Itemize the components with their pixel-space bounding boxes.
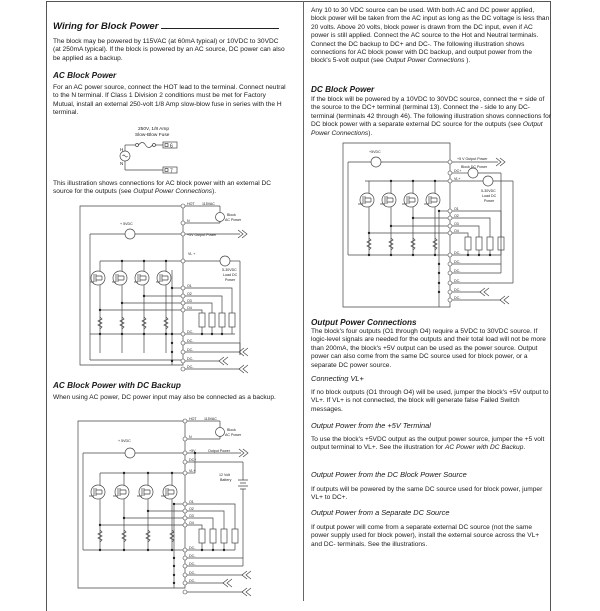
svg-text:O4: O4: [454, 229, 459, 233]
svg-text:Output Power: Output Power: [208, 449, 230, 453]
svg-text:DC-: DC-: [187, 357, 194, 361]
svg-text:6: 6: [170, 143, 173, 150]
svg-text:DC-: DC-: [454, 269, 461, 273]
svg-text:Load DC: Load DC: [223, 273, 238, 277]
svg-text:Block DC Power: Block DC Power: [461, 165, 488, 169]
svg-text:O4: O4: [189, 521, 194, 525]
fuse-diagram: [95, 123, 215, 183]
svg-text:DC-: DC-: [454, 288, 461, 292]
from-5v-text: To use the block's +5VDC output as the output power source, jumper the +5 volt output terminal to VL+. See the illustration for: [311, 436, 545, 452]
svg-text:DC-: DC-: [189, 546, 196, 550]
svg-text:H: H: [120, 147, 124, 152]
ac-illustration-caption: [53, 180, 288, 197]
dc-body-text: If the block will be powered by a 10VDC to 30VDC source, connect the + side of the source to the DC+ terminal (terminal 13). Connect the - side to any DC- terminal (terminals 42 through 46). The following illustration shows connections for DC block power with a separate external DC source for the outputs (see: [311, 96, 551, 129]
svg-text:AC Power: AC Power: [225, 433, 242, 437]
svg-text:DC-: DC-: [454, 251, 461, 255]
svg-text:AC Power: AC Power: [225, 218, 242, 222]
from-dc-block-heading: Output Power from the DC Block Power Source: [311, 470, 467, 479]
svg-text:DC-: DC-: [187, 365, 194, 369]
svg-text:DC-: DC-: [454, 296, 461, 300]
svg-text:Load DC: Load DC: [482, 194, 497, 198]
svg-text:O2: O2: [454, 214, 459, 218]
output-power-body: The block's four outputs (O1 through O4) require a 5VDC to 30VDC source. If logic-level signals are needed for the outputs and their total load will not be more than 200mA, the block's +5V output can be used as the power source. Output power can also come from the same DC source used for block power, or a separate DC power source.: [311, 328, 546, 369]
ac-power-with-dc-backup-link[interactable]: AC Power with DC Backup: [444, 444, 524, 452]
page-title: [53, 20, 279, 32]
svg-text:5-30VDC: 5-30VDC: [222, 268, 237, 272]
svg-text:+5V: +5V: [189, 449, 196, 453]
svg-text:DC-: DC-: [189, 554, 196, 558]
ac-backup-heading: AC Block Power with DC Backup: [53, 381, 181, 390]
ac-block-power-body: For an AC power source, connect the HOT lead to the terminal. Connect neutral to the N terminal. If Class 1 Division 2 conditions must be met for Factory Mutual, install an external 250-volt 1/8 Amp slow-blow fuse in series with the H terminal.: [53, 84, 286, 117]
svg-text:O3: O3: [187, 299, 192, 303]
output-power-connections-link[interactable]: Output Power Connections: [133, 188, 213, 196]
svg-text:DC+: DC+: [454, 169, 462, 173]
svg-text:+ 5VDC: + 5VDC: [120, 222, 133, 226]
intro-end: ).: [464, 57, 471, 65]
svg-text:O4: O4: [187, 306, 192, 310]
svg-text:115VAC: 115VAC: [204, 417, 217, 421]
svg-text:+ 5VDC: + 5VDC: [118, 439, 131, 443]
caption-text: This illustration shows connections for AC block power with an external DC source for the outputs (see: [53, 180, 272, 196]
svg-text:DC-: DC-: [187, 330, 194, 334]
svg-text:115VAC: 115VAC: [202, 202, 215, 206]
svg-text:DC-: DC-: [189, 562, 196, 566]
svg-text:Block: Block: [227, 213, 236, 217]
svg-text:DC-: DC-: [454, 260, 461, 264]
from-5v-heading: Output Power from the +5V Terminal: [311, 421, 431, 430]
dc-body-end: ).: [368, 129, 373, 137]
column-divider: [303, 1, 304, 601]
from-dc-block-body: If outputs will be powered by the same DC source used for block power, jumper VL+ to DC+.: [311, 486, 543, 502]
svg-text:DC-: DC-: [454, 279, 461, 283]
connecting-vl-heading: Connecting VL+: [311, 374, 364, 383]
from-5v-body: [311, 436, 551, 453]
intro-text: Any 10 to 30 VDC source can be used. With both AC and DC power applied, block power will be taken from the AC input as long as the DC voltage is less than 20 volts. Above 20 volts, block power is drawn from the DC input, even if AC power is still applied. Connect the AC source to the Hot and Neutral terminals. Connect the DC backup to DC+ and DC-. The following illustration shows connections for AC block power with DC backup, and output power from the block's 5-volt output (see: [311, 7, 550, 65]
dc-backup-intro: [311, 7, 551, 66]
svg-text:O1: O1: [187, 284, 192, 288]
svg-text:O2: O2: [187, 292, 192, 296]
title-rule: [161, 20, 279, 29]
ac-backup-body: When using AC power, DC power input may also be connected as a backup.: [53, 394, 276, 401]
svg-text:N: N: [187, 219, 190, 223]
svg-text:DC-: DC-: [187, 348, 194, 352]
svg-text:DC+: DC+: [189, 458, 197, 462]
svg-text:5-30VDC: 5-30VDC: [481, 189, 496, 193]
svg-text:O3: O3: [189, 514, 194, 518]
intro-paragraph: The block may be powered by 115VAC (at 60mA typical) or 10VDC to 30VDC (at 250mA typical). If the block is powered by an AC source, DC power can also be applied as a backup.: [53, 38, 285, 62]
svg-text:Block: Block: [227, 428, 236, 432]
output-power-connections-link[interactable]: Output Power Connections: [385, 57, 465, 65]
svg-text:O3: O3: [454, 222, 459, 226]
svg-text:O2: O2: [189, 507, 194, 511]
svg-text:DC-: DC-: [187, 339, 194, 343]
ac-block-power-heading: AC Block Power: [53, 71, 117, 80]
svg-text:+5V Output Power: +5V Output Power: [187, 233, 217, 237]
svg-text:Power: Power: [225, 278, 236, 282]
svg-text:12 Volt: 12 Volt: [219, 473, 230, 477]
svg-text:+5VDC: +5VDC: [369, 150, 381, 154]
from-separate-body: If output power will come from a separate external DC source (not the same power supply used for block power), install the external source across the VL+ and DC- terminals. See the illustrations.: [311, 524, 540, 548]
svg-text:Power: Power: [484, 199, 495, 203]
svg-text:DC-: DC-: [189, 579, 196, 583]
output-power-connections-link[interactable]: Output Power Connections: [311, 121, 543, 137]
ac-power-wiring-diagram: [80, 200, 270, 370]
dc-block-power-heading: DC Block Power: [311, 85, 375, 94]
ac-backup-wiring-diagram: [78, 416, 278, 596]
from-5v-end: .: [523, 444, 526, 452]
svg-text:VL +: VL +: [188, 252, 196, 256]
output-power-heading: Output Power Connections: [311, 318, 417, 327]
svg-text:7: 7: [170, 168, 173, 175]
svg-text:O1: O1: [454, 207, 459, 211]
svg-text:250V, 1/8 Amp: 250V, 1/8 Amp: [138, 127, 170, 132]
from-separate-heading: Output Power from a Separate DC Source: [311, 508, 450, 517]
svg-text:Slow-Blow Fuse: Slow-Blow Fuse: [135, 133, 170, 138]
svg-text:VL+: VL+: [454, 177, 461, 181]
dc-block-power-body: [311, 96, 551, 138]
svg-text:DC-: DC-: [189, 571, 196, 575]
svg-text:HOT: HOT: [187, 202, 195, 206]
connecting-vl-body: If no block outputs (O1 through O4) will be used, jumper the block's +5V output to VL+. If VL+ is not connected, the block will generate false Failed Switch messages.: [311, 389, 549, 413]
svg-text:N: N: [120, 161, 124, 166]
caption-end: ).: [212, 188, 217, 196]
svg-text:+5 V Output Power: +5 V Output Power: [457, 157, 488, 161]
svg-text:VL+: VL+: [189, 469, 196, 473]
svg-text:O1: O1: [189, 500, 194, 504]
svg-text:N: N: [189, 435, 192, 439]
dc-power-wiring-diagram: [343, 140, 543, 312]
svg-text:HOT: HOT: [189, 417, 197, 421]
svg-text:Battery: Battery: [220, 478, 232, 482]
title-text: Wiring for Block Power: [53, 21, 159, 32]
